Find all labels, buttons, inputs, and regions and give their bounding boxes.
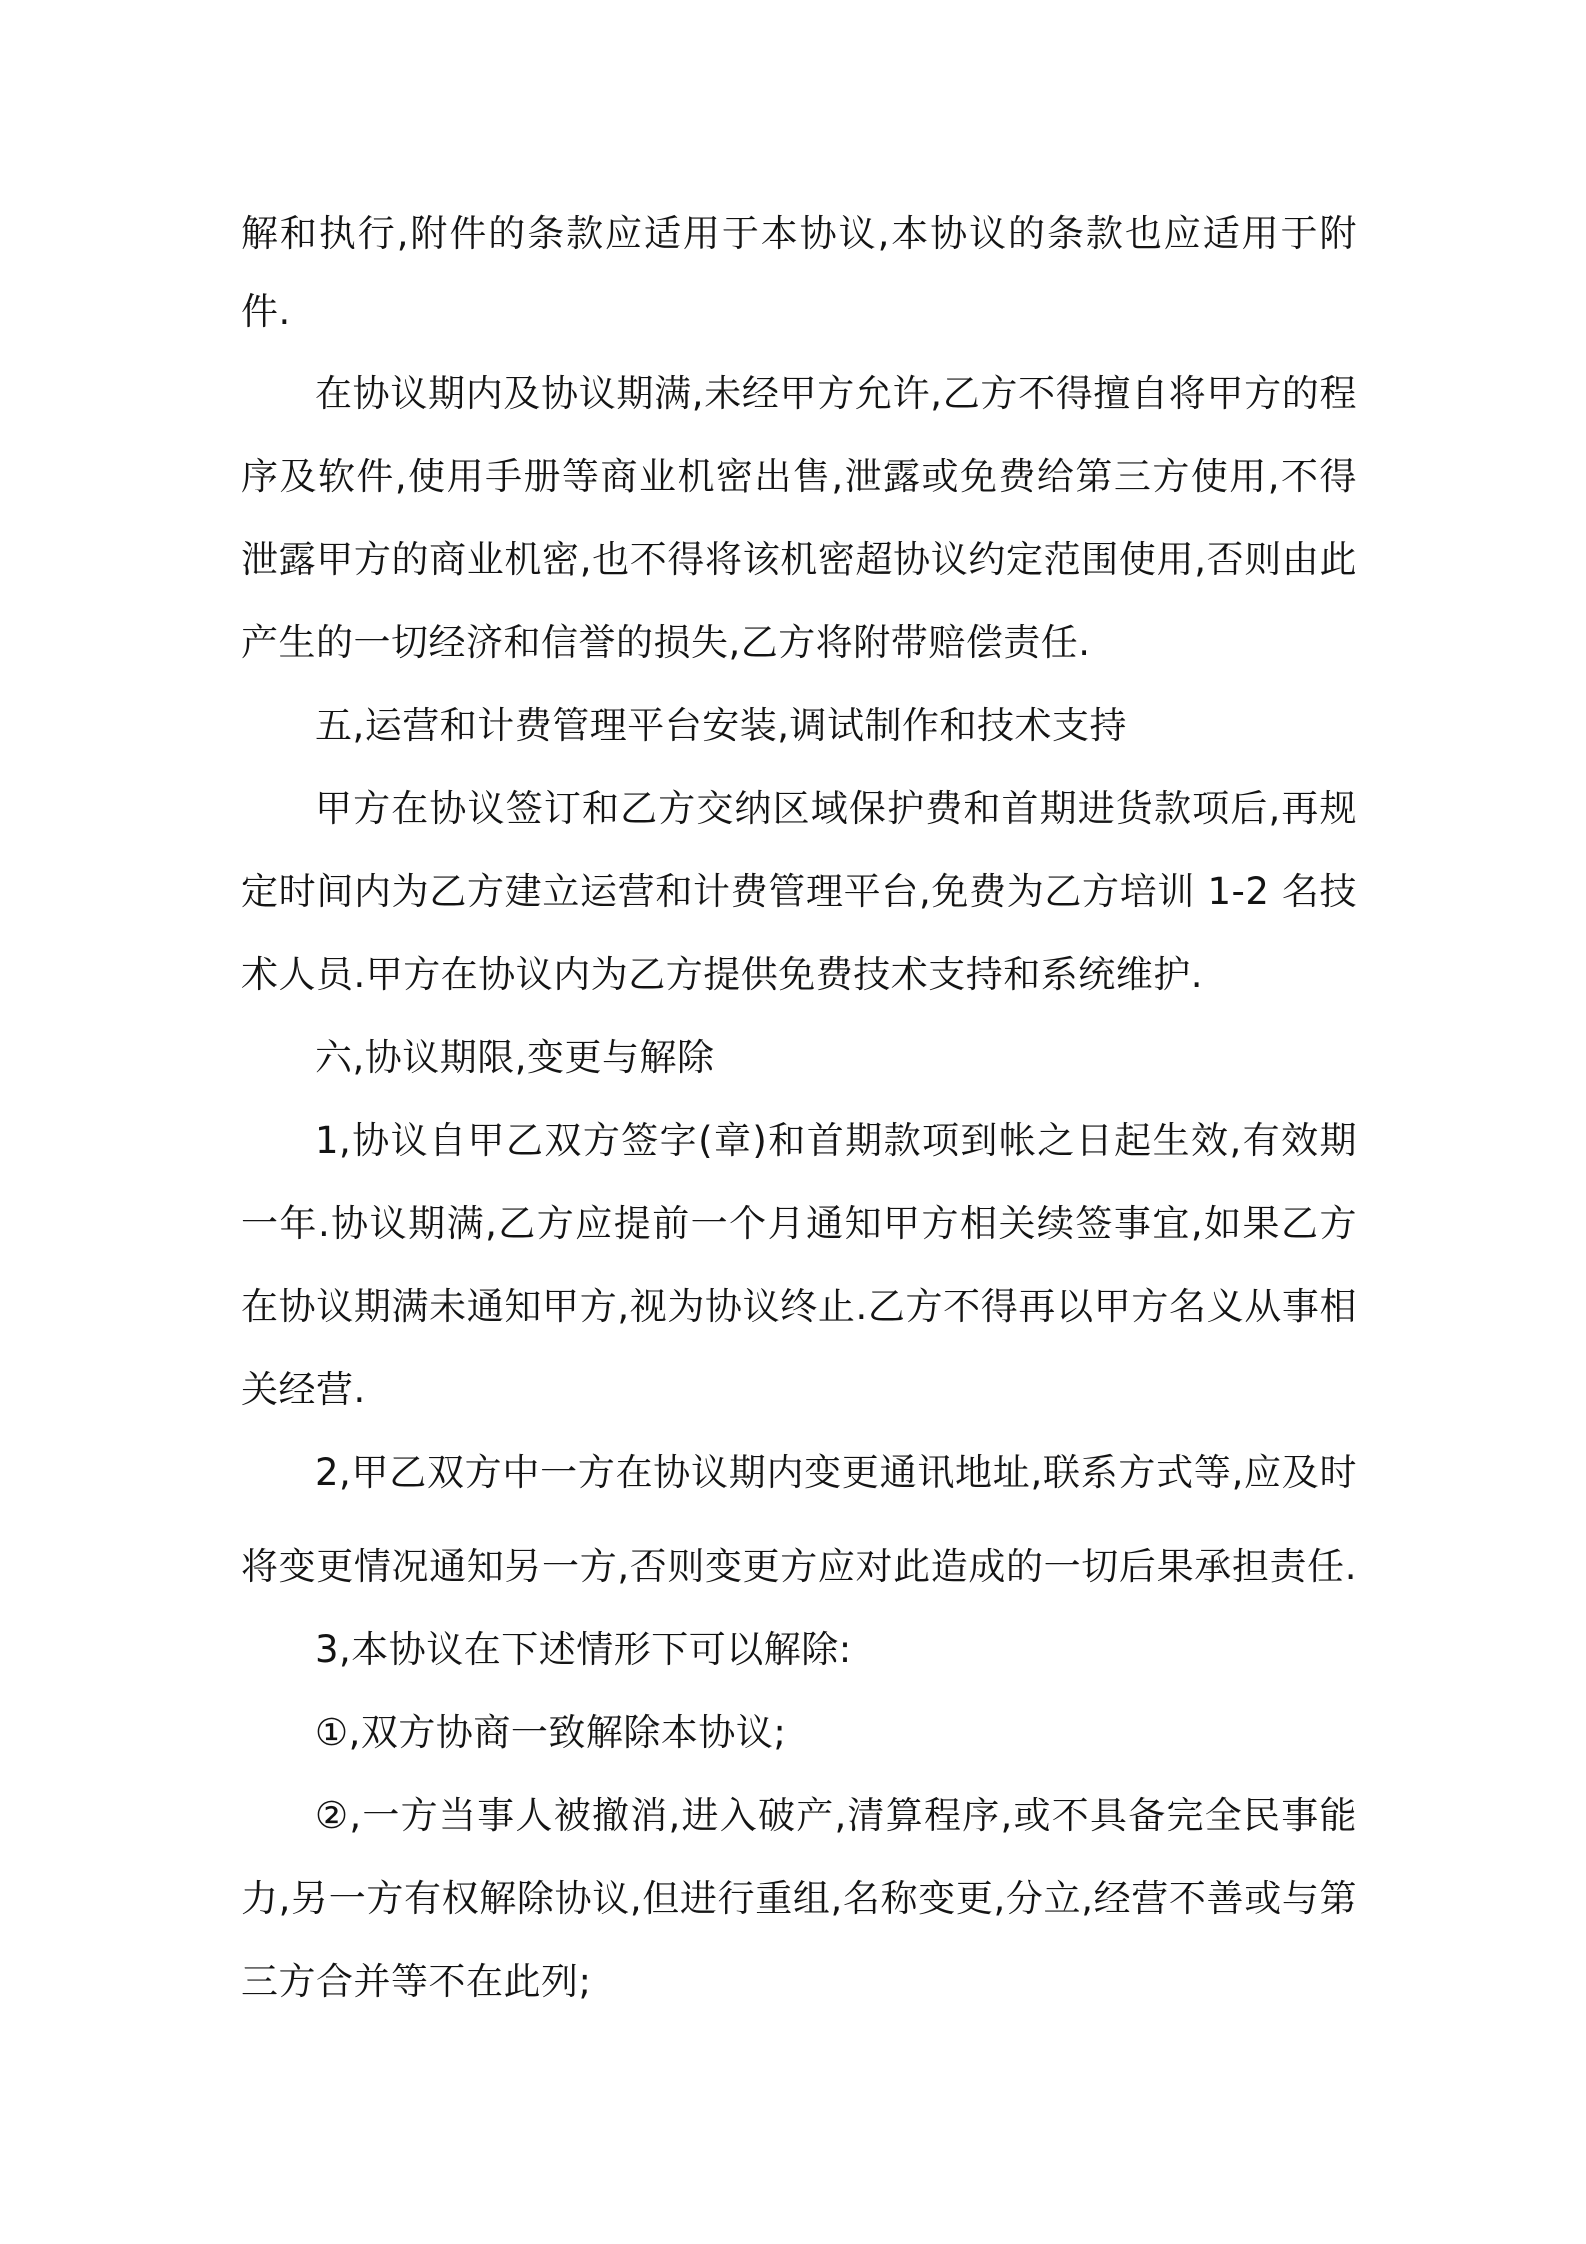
text-line: 力,另一方有权解除协议,但进行重组,名称变更,分立,经营不善或与第	[241, 1877, 1357, 1920]
text-line: ①,双方协商一致解除本协议;	[315, 1711, 787, 1754]
text-line: 序及软件,使用手册等商业机密出售,泄露或免费给第三方使用,不得	[241, 455, 1357, 498]
text-line: 解和执行,附件的条款应适用于本协议,本协议的条款也应适用于附	[241, 212, 1357, 255]
text-line: 关经营.	[241, 1368, 366, 1411]
text-line: 产生的一切经济和信誉的损失,乙方将附带赔偿责任.	[241, 621, 1091, 664]
text-line: 2,甲乙双方中一方在协议期内变更通讯地址,联系方式等,应及时	[315, 1451, 1357, 1494]
text-line: 在协议期满未通知甲方,视为协议终止.乙方不得再以甲方名义从事相	[241, 1285, 1357, 1328]
text-line: ②,一方当事人被撤消,进入破产,清算程序,或不具备完全民事能	[315, 1794, 1357, 1837]
text-line: 一年.协议期满,乙方应提前一个月通知甲方相关续签事宜,如果乙方	[241, 1202, 1357, 1245]
text-line: 术人员.甲方在协议内为乙方提供免费技术支持和系统维护.	[241, 953, 1204, 996]
text-line: 定时间内为乙方建立运营和计费管理平台,免费为乙方培训 1-2 名技	[241, 870, 1357, 913]
section-heading: 五,运营和计费管理平台安装,调试制作和技术支持	[315, 704, 1128, 747]
text-line: 1,协议自甲乙双方签字(章)和首期款项到帐之日起生效,有效期	[315, 1119, 1357, 1162]
text-line: 将变更情况通知另一方,否则变更方应对此造成的一切后果承担责任.	[241, 1545, 1357, 1588]
text-line: 3,本协议在下述情形下可以解除:	[315, 1628, 852, 1671]
text-line: 在协议期内及协议期满,未经甲方允许,乙方不得擅自将甲方的程	[315, 372, 1357, 415]
text-line: 泄露甲方的商业机密,也不得将该机密超协议约定范围使用,否则由此	[241, 538, 1357, 581]
text-line: 甲方在协议签订和乙方交纳区域保护费和首期进货款项后,再规	[315, 787, 1357, 830]
text-line: 三方合并等不在此列;	[241, 1960, 592, 2003]
section-heading: 六,协议期限,变更与解除	[315, 1036, 715, 1079]
text-line: 件.	[241, 290, 291, 333]
